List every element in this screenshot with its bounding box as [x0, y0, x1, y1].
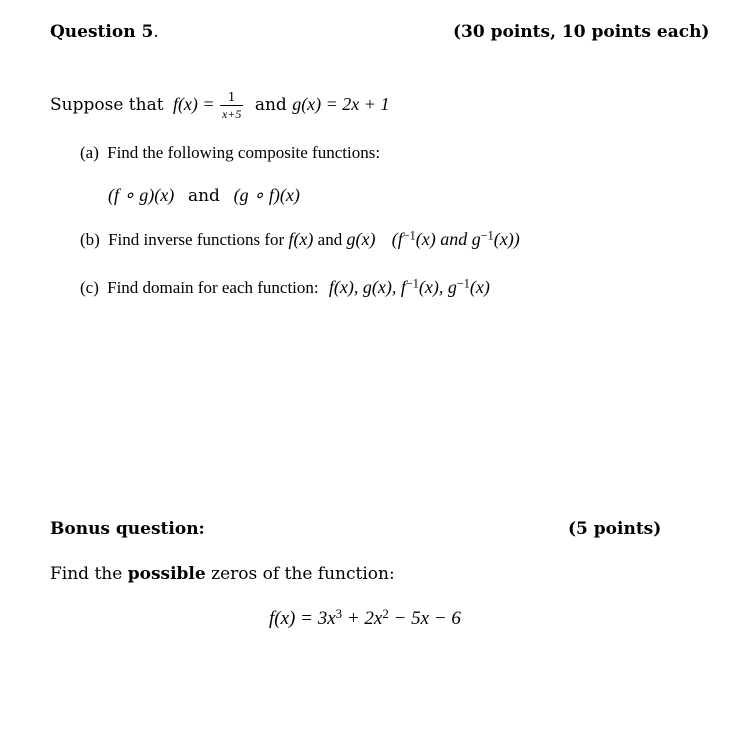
part-c-finv-base: f [400, 277, 406, 297]
f-inverse-exponent: −1 [402, 228, 416, 243]
part-c [80, 277, 490, 298]
equation-exponent-2: 2 [382, 606, 389, 622]
g-definition: g(x) = 2x + 1 [292, 94, 390, 114]
part-a-text: Find the following composite functions: [107, 143, 381, 162]
equation-lhs: f(x) = 3x [269, 608, 336, 629]
part-c-functions [329, 277, 490, 297]
part-b [80, 229, 520, 250]
intro-line [50, 86, 389, 123]
part-c-ginv-exponent: −1 [456, 276, 470, 291]
part-c-g: g(x), [362, 277, 397, 297]
fraction-numerator: 1 [220, 91, 243, 106]
part-c-ginv-base: g [447, 277, 457, 297]
paren-close: ) [513, 229, 520, 249]
part-c-label: (c) [80, 278, 99, 297]
part-b-inverses [392, 229, 520, 249]
bonus-title: Bonus question: [50, 519, 205, 539]
question-points: (30 points, 10 points each) [453, 22, 710, 42]
question-title-text: Question 5 [50, 22, 154, 42]
bonus-prompt-tail: zeros of the function: [211, 564, 395, 584]
part-b-f: f(x) [288, 229, 314, 249]
paren-open: ( [391, 229, 398, 249]
f-inverse-base: f [397, 229, 403, 249]
g-inverse-arg: (x) [493, 229, 514, 249]
intro-and: and [254, 95, 287, 115]
part-b-label: (b) [80, 230, 100, 249]
equation-tail: − 5x − 6 [388, 608, 461, 629]
bonus-prompt-emphasis: possible [127, 564, 206, 584]
f-definition-fraction [220, 91, 243, 120]
g-inverse-base: g [471, 229, 481, 249]
question-title-period: . [153, 22, 159, 42]
g-inverse-exponent: −1 [480, 228, 494, 243]
bonus-equation [269, 608, 461, 630]
equation-exponent-3: 3 [335, 606, 343, 622]
question-title [50, 22, 159, 42]
part-c-ginv-arg: (x) [469, 277, 490, 297]
intro-lead: Suppose that [50, 95, 164, 115]
part-c-text: Find domain for each function: [107, 278, 319, 297]
part-c-finv-exponent: −1 [405, 276, 419, 291]
bonus-points: (5 points) [568, 519, 662, 539]
composite-g-of-f: (g ∘ f)(x) [233, 185, 300, 205]
f-inverse-arg: (x) [415, 229, 436, 249]
part-a [80, 143, 380, 163]
composite-f-of-g: (f ∘ g)(x) [108, 185, 175, 205]
part-a-and: and [187, 186, 220, 206]
part-c-f: f(x), [328, 277, 359, 297]
inverse-and: and [440, 229, 468, 249]
part-c-finv-arg: (x), [418, 277, 444, 297]
part-b-g: g(x) [346, 229, 376, 249]
bonus-prompt-lead: Find the [50, 564, 123, 584]
part-b-and: and [317, 230, 343, 249]
equation-mid: + 2x [342, 608, 383, 629]
bonus-prompt [50, 564, 395, 584]
part-a-expressions [108, 185, 300, 206]
part-a-label: (a) [80, 143, 99, 162]
f-definition-lhs: f(x) = [172, 94, 215, 114]
part-b-text: Find inverse functions for [108, 230, 285, 249]
fraction-denominator: x+5 [221, 107, 242, 121]
